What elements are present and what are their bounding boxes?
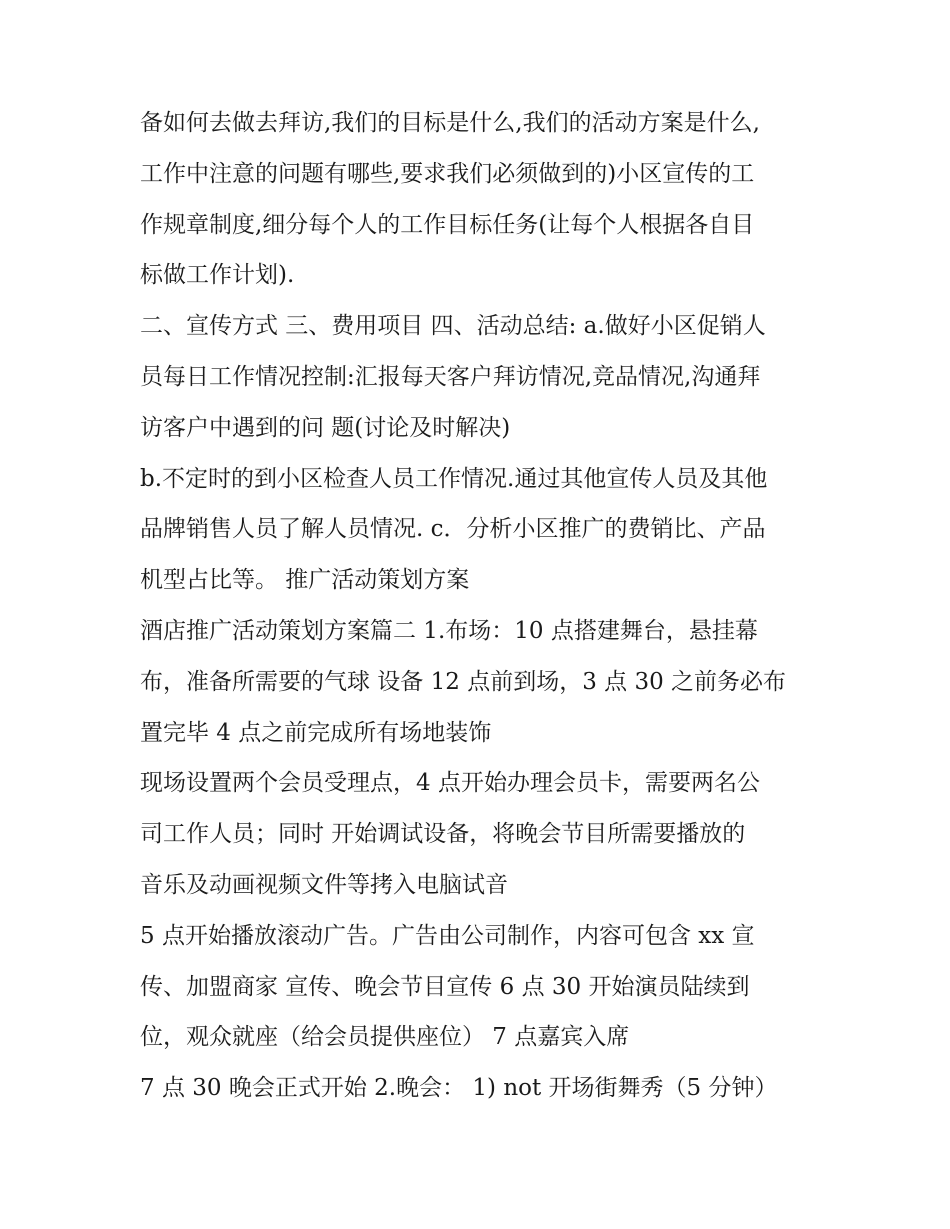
text-line: 工作中注意的问题有哪些,要求我们必须做到的)小区宣传的工 [140, 160, 755, 187]
text-line: 音乐及动画视频文件等拷入电脑试音 [140, 871, 508, 898]
text-line: 酒店推广活动策划方案篇二 1.布场：10 点搭建舞台，悬挂幕 [140, 617, 758, 644]
text-line: 置完毕 4 点之前完成所有场地装饰 [140, 719, 492, 746]
text-line: 司工作人员；同时 开始调试设备，将晚会节目所需要播放的 [140, 821, 746, 848]
text-line: 位，观众就座（给会员提供座位） 7 点嘉宾入席 [140, 1024, 630, 1051]
text-line: 备如何去做去拜访,我们的目标是什么,我们的活动方案是什么, [140, 110, 760, 136]
text-line: 7 点 30 晚会正式开始 2.晚会： 1) not 开场街舞秀（5 分钟） [140, 1075, 778, 1102]
text-line: 品牌销售人员了解人员情况. c．分析小区推广的费销比、产品 [140, 516, 766, 543]
text-line: 员每日工作情况控制:汇报每天客户拜访情况,竞品情况,沟通拜 [140, 363, 761, 390]
text-line: 机型占比等。 推广活动策划方案 [140, 567, 470, 594]
text-line: 5 点开始播放滚动广告。广告由公司制作，内容可包含 xx 宣 [140, 922, 755, 949]
text-line: 二、宣传方式 三、费用项目 四、活动总结: a.做好小区促销人 [140, 313, 766, 340]
document-body [140, 98, 820, 1114]
text-line: 标做工作计划). [140, 262, 295, 289]
text-line: 布，准备所需要的气球 设备 12 点前到场，3 点 30 之前务必布 [140, 668, 787, 695]
text-line: 访客户中遇到的问 题(讨论及时解决) [140, 414, 511, 441]
text-line: b.不定时的到小区检查人员工作情况.通过其他宣传人员及其他 [140, 465, 768, 492]
text-line: 作规章制度,细分每个人的工作目标任务(让每个人根据各自目 [140, 211, 755, 238]
text-line: 传、加盟商家 宣传、晚会节目宣传 6 点 30 开始演员陆续到 [140, 973, 750, 1000]
text-line: 现场设置两个会员受理点，4 点开始办理会员卡，需要两名公 [140, 770, 760, 797]
